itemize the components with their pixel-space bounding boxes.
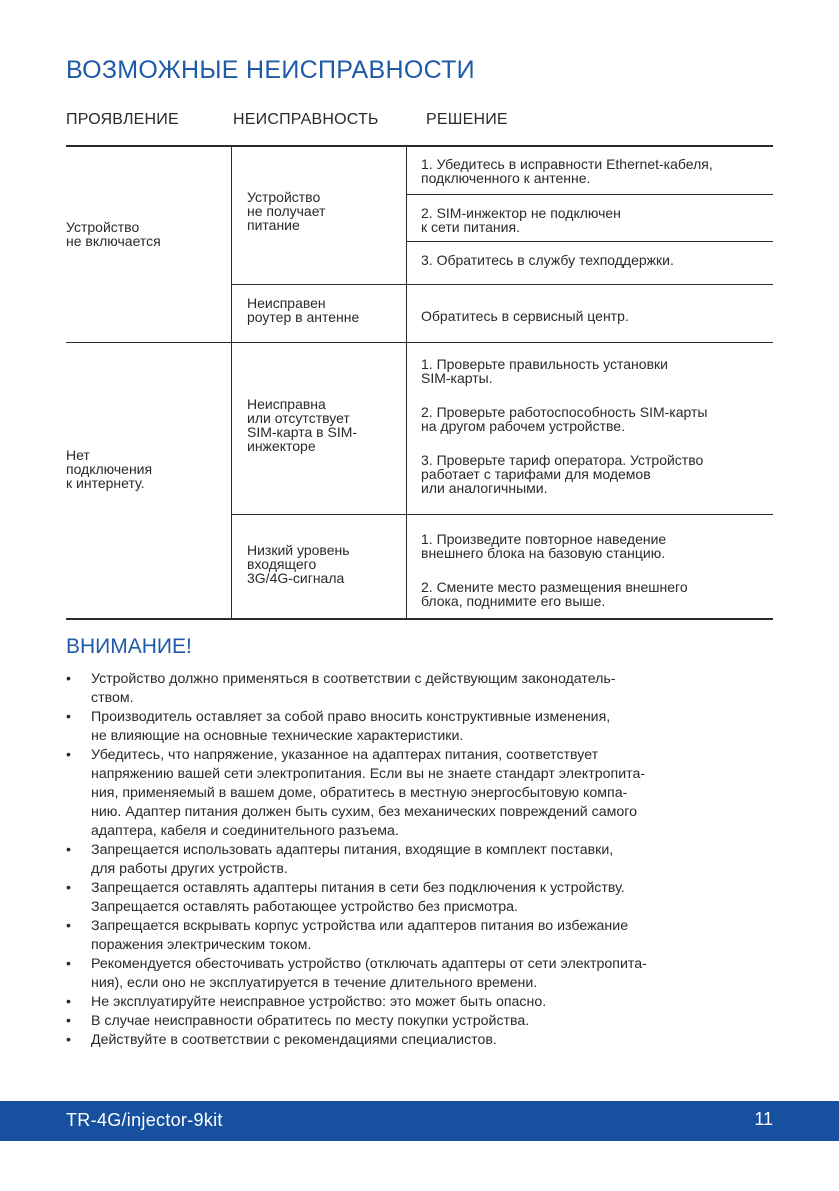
page-number: 11 (754, 1109, 773, 1129)
list-item (66, 708, 776, 746)
list-item-text: Действуйте в соответствии с рекомендациями специалистов. (91, 1032, 497, 1048)
model-name: TR-4G/injector-9kit (66, 1110, 223, 1130)
list-item-text: Производитель оставляет за собой право вносить конструктивные изменения, не влияющие на основные технические характеристики. (91, 709, 611, 744)
fault-cell: Устройство не получает питание (247, 189, 326, 233)
solution-cell: Обратитесь в сервисный центр. (421, 308, 629, 324)
solution-cell: 1. Убедитесь в исправности Ethernet-кабеля, подключенного к антенне. (421, 156, 713, 186)
list-item (66, 746, 776, 841)
table-rule (66, 342, 773, 343)
table-rule (232, 514, 773, 515)
list-item (66, 841, 776, 879)
list-item-text: Запрещается использовать адаптеры питания, входящие в комплект поставки, для работы других устройств. (91, 842, 614, 877)
solution-cell: 1. Проверьте правильность установки SIM-карты. (421, 356, 668, 386)
column-header-solution: РЕШЕНИЕ (426, 111, 508, 128)
bullet-icon: • (66, 918, 71, 934)
list-item-text: Не эксплуатируйте неисправное устройство: это может быть опасно. (91, 994, 547, 1010)
fault-cell: Неисправна или отсутствует SIM-карта в SIM- инжекторе (247, 396, 358, 454)
list-item-text: В случае неисправности обратитесь по месту покупки устройства. (91, 1013, 530, 1029)
table-rule (232, 284, 773, 285)
list-item-text: Рекомендуется обесточивать устройство (отключать адаптеры от сети электропита- ния), если оно не эксплуатируется в течение длительного времени. (91, 956, 647, 991)
list-item (66, 1031, 776, 1050)
manifestation-cell: Нет подключения к интернету. (66, 447, 153, 491)
list-item-text: Устройство должно применяться в соответствии с действующим законодатель- ством. (91, 671, 616, 706)
column-header-fault: НЕИСПРАВНОСТЬ (233, 111, 379, 128)
solution-cell: 2. Смените место размещения внешнего блока, поднимите его выше. (421, 579, 688, 609)
bullet-icon: • (66, 842, 71, 858)
list-item (66, 917, 776, 955)
table-rule (407, 241, 773, 242)
bullet-icon: • (66, 709, 71, 725)
bullet-icon: • (66, 747, 71, 763)
bullet-icon: • (66, 1032, 71, 1048)
column-header-manifestation: ПРОЯВЛЕНИЕ (66, 111, 179, 128)
list-item (66, 955, 776, 993)
list-item (66, 993, 776, 1012)
warning-list (66, 670, 776, 1050)
fault-cell: Неисправен роутер в антенне (247, 295, 360, 325)
table-bottom-rule (66, 618, 773, 620)
solution-cell: 2. SIM-инжектор не подключен к сети питания. (421, 205, 621, 235)
solution-cell: 1. Произведите повторное наведение внешнего блока на базовую станцию. (421, 531, 667, 561)
solution-cell: 2. Проверьте работоспособность SIM-карты на другом рабочем устройстве. (421, 404, 708, 434)
bullet-icon: • (66, 880, 71, 896)
bullet-icon: • (66, 671, 71, 687)
fault-cell: Низкий уровень входящего 3G/4G-сигнала (247, 542, 350, 586)
bullet-icon: • (66, 1013, 71, 1029)
table-top-rule (66, 145, 773, 147)
list-item (66, 670, 776, 708)
table-column-rule (406, 146, 407, 618)
table-rule (407, 194, 773, 195)
list-item (66, 879, 776, 917)
solution-cell: 3. Обратитесь в службу техподдержки. (421, 252, 674, 268)
list-item-text: Запрещается вскрывать корпус устройства или адаптеров питания во избежание поражения электрическим током. (91, 918, 629, 953)
list-item (66, 1012, 776, 1031)
list-item-text: Запрещается оставлять адаптеры питания в сети без подключения к устройству. Запрещается оставлять работающее устройство без присмотра. (91, 880, 625, 915)
page-title: ВОЗМОЖНЫЕ НЕИСПРАВНОСТИ (66, 56, 475, 84)
warning-title: ВНИМАНИЕ! (66, 635, 192, 658)
bullet-icon: • (66, 956, 71, 972)
solution-cell: 3. Проверьте тариф оператора. Устройство работает с тарифами для модемов или аналогичными. (421, 452, 704, 496)
list-item-text: Убедитесь, что напряжение, указанное на адаптерах питания, соответствует напряжению вашей сети электропитания. Если вы не знаете стандарт электропита- ния, применяемый в вашем доме, обратитесь в местную энергосбытовую компа- нию. Адаптер питания должен быть сухим, без механических повреждений самого адаптера, кабеля и соединительного разъема. (91, 747, 646, 839)
bullet-icon: • (66, 994, 71, 1010)
manifestation-cell: Устройство не включается (66, 219, 161, 249)
table-column-rule (231, 146, 232, 618)
footer-bar (0, 1101, 839, 1141)
